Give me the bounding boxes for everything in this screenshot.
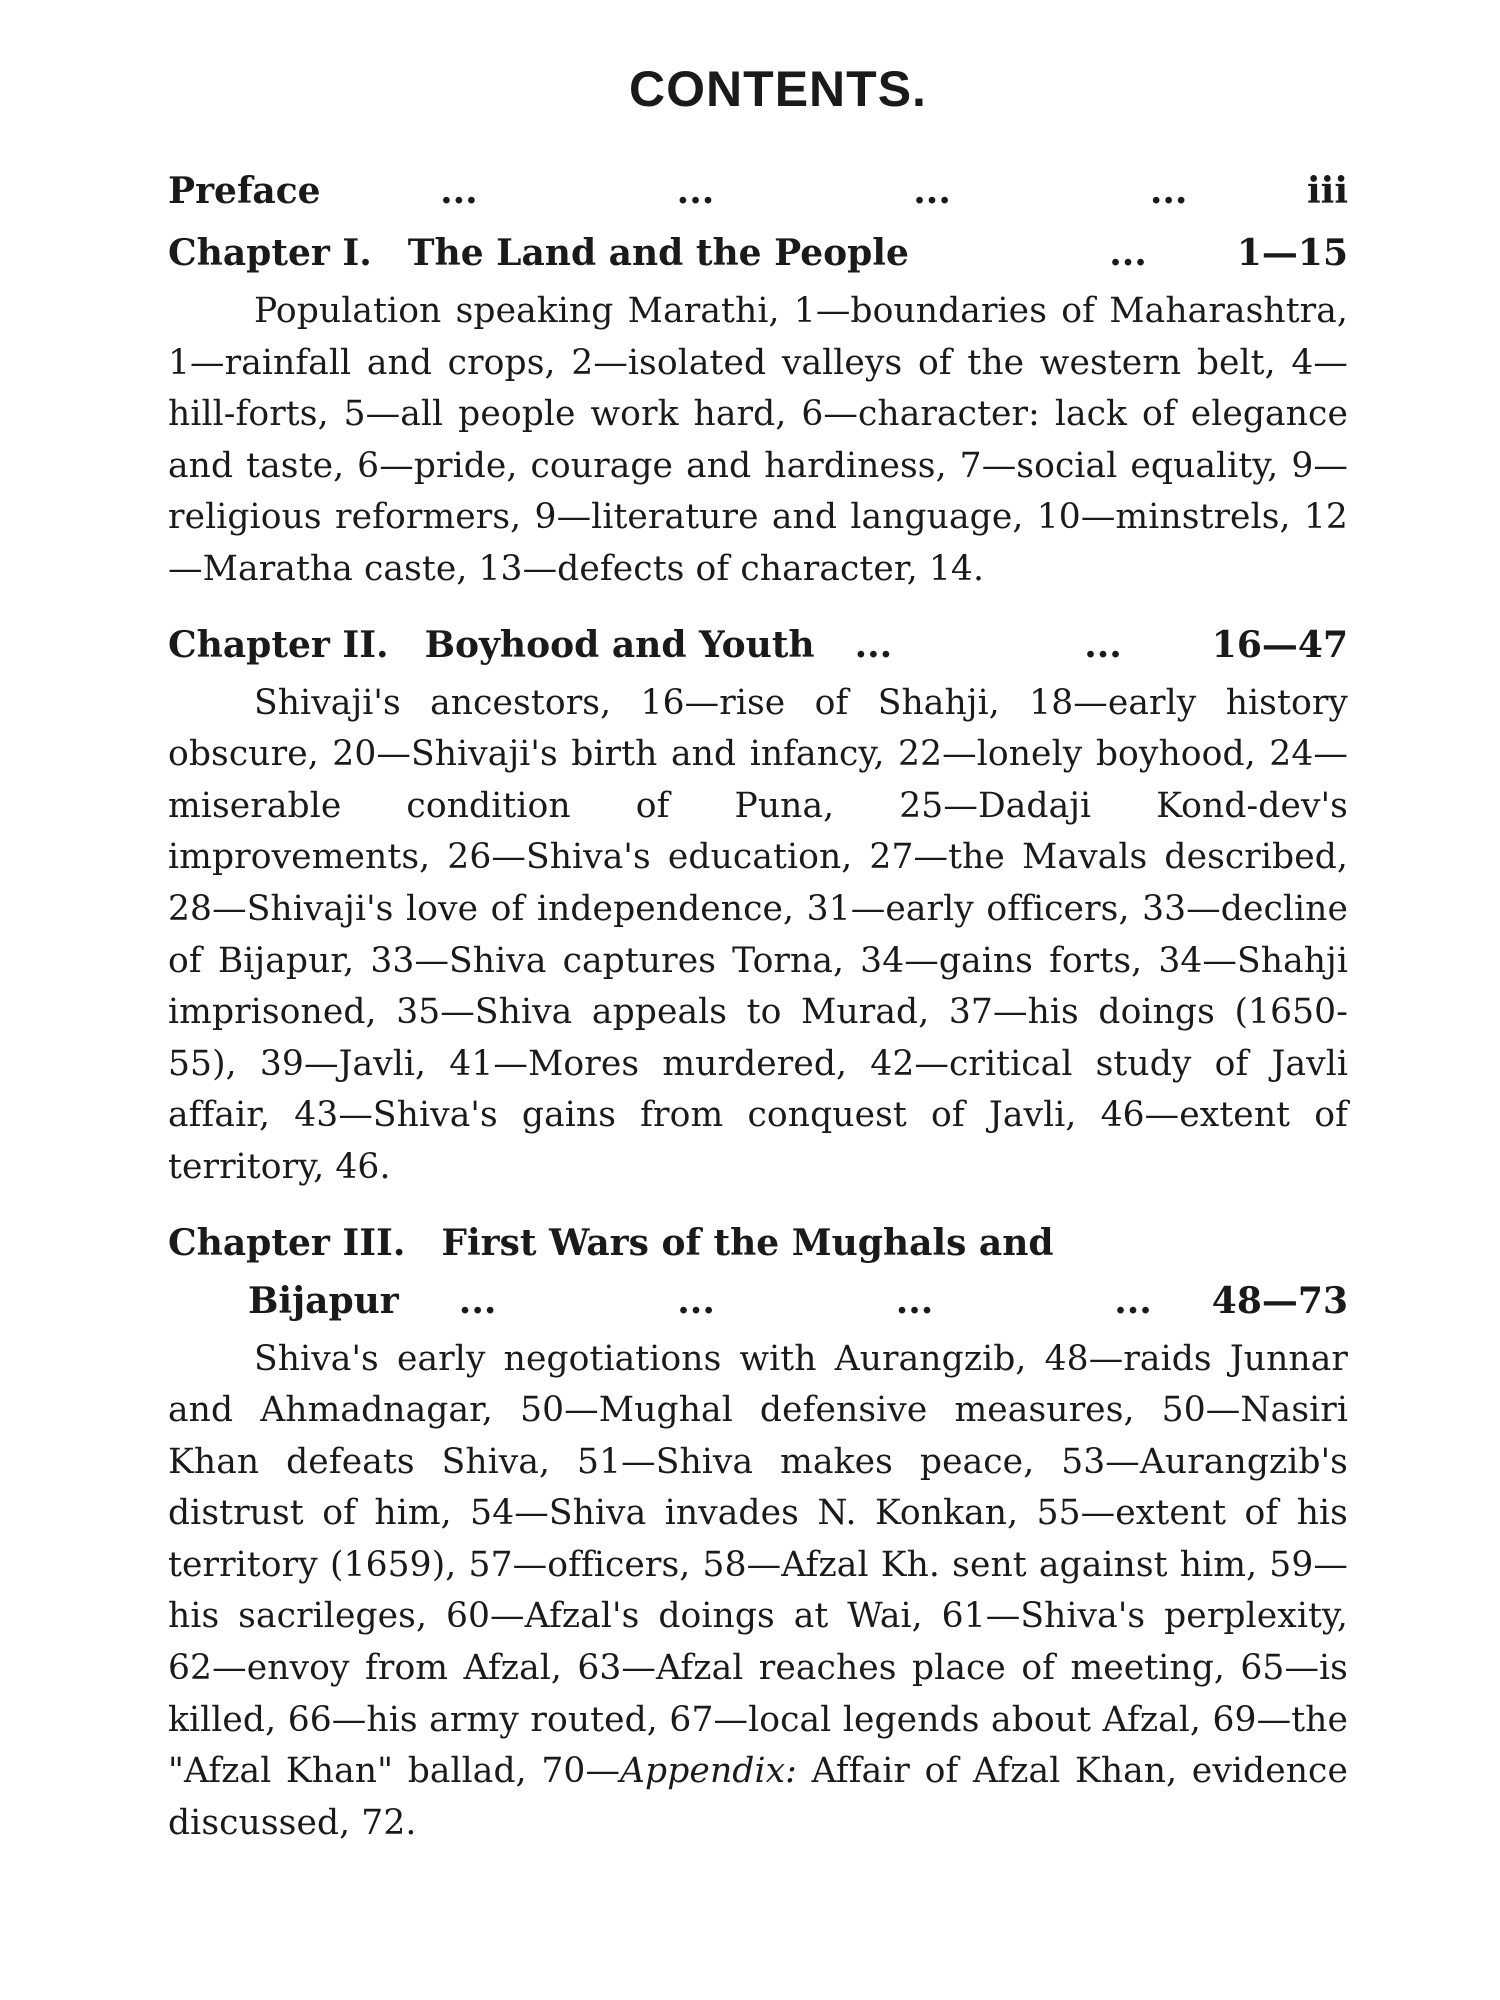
chapter-number: Chapter III. <box>168 1221 406 1264</box>
toc-entry-chapter-3[interactable] <box>168 1212 1348 1274</box>
summary-text-end: Affair of Afzal Khan, evidence discussed, 72. <box>168 1751 1348 1843</box>
leader-dots: ... <box>1149 170 1188 212</box>
preface-label: Preface <box>168 170 321 212</box>
chapter-number: Chapter I. <box>168 232 372 274</box>
leader-dots: ... <box>677 1279 715 1322</box>
page-title: CONTENTS. <box>629 61 927 117</box>
summary-text: Shiva's early negotiations with Aurangzib, 48—raids Junnar and Ahmadnagar, 50—Mughal defensive measures, 50—Nasiri Khan defeats Shiva, 51—Shiva makes peace, 53—Aurangzib's distrust of him, 54—Shiva invades N. Konkan, 55—extent of his territory (1659), 57—officers, 58—Afzal Kh. sent against him, 59—his sacrileges, 60—Afzal's doings at Wai, 61—Shiva's perplexity, 62—envoy from Afzal, 63—Afzal reaches place of meeting, 65—is killed, 66—his army routed, 67—local legends about Afzal, 69—the "Afzal Khan" ballad, 70— <box>168 1338 1348 1792</box>
leader-dots: ... <box>676 170 715 212</box>
toc-entry-chapter-3-continued[interactable] <box>168 1270 1348 1332</box>
chapter-summary <box>168 1334 1348 1850</box>
leader-dots: ... <box>1109 232 1147 274</box>
chapter-title-continued: Bijapur <box>248 1279 399 1322</box>
toc-entry-chapter-2[interactable] <box>168 614 1348 676</box>
summary-italic: Appendix: <box>620 1751 797 1792</box>
contents-page <box>168 60 1348 1867</box>
chapter-title: Boyhood and Youth <box>424 623 815 666</box>
chapter-title: The Land and the People <box>407 232 909 274</box>
dot-leaders <box>399 1270 1212 1332</box>
leader-dots: ... <box>1084 623 1122 666</box>
toc-entry-chapter-1[interactable] <box>168 222 1348 284</box>
dot-leaders <box>321 160 1307 222</box>
page-range: iii <box>1306 170 1348 212</box>
chapter-number: Chapter II. <box>168 623 389 666</box>
leader-dots: ... <box>854 623 893 666</box>
chapter-summary: Population speaking Marathi, 1—boundaries of Maharashtra, 1—rainfall and crops, 2—isolated valleys of the western belt, 4—hill-forts, 5—all people work hard, 6—character: lack of elegance and taste, 6—pride, courage and hardiness, 7—social equality, 9—religious reformers, 9—literature and language, 10—minstrels, 12—Maratha caste, 13—defects of character, 14. <box>168 291 1348 589</box>
page-range: 16—47 <box>1211 623 1348 666</box>
toc-entry-preface[interactable] <box>168 160 1348 222</box>
dot-leaders <box>815 614 1212 676</box>
leader-dots: ... <box>1114 1279 1152 1322</box>
leader-dots: ... <box>913 170 951 212</box>
leader-dots: ... <box>458 1279 497 1322</box>
leader-dots: ... <box>895 1279 934 1322</box>
chapter-title: First Wars of the Mughals and <box>441 1221 1054 1264</box>
leader-dots: ... <box>440 170 478 212</box>
chapter-summary: Shivaji's ancestors, 16—rise of Shahji, 18—early history obscure, 20—Shivaji's birth and infancy, 22—lonely boyhood, 24—miserable condition of Puna, 25—Dadaji Kond-dev's improvements, 26—Shiva's education, 27—the Mavals described, 28—Shivaji's love of independence, 31—early officers, 33—decline of Bijapur, 33—Shiva captures Torna, 34—gains forts, 34—Shahji imprisoned, 35—Shiva appeals to Murad, 37—his doings (1650-55), 39—Javli, 41—Mores murdered, 42—critical study of Javli affair, 43—Shiva's gains from conquest of Javli, 46—extent of territory, 46. <box>168 682 1348 1187</box>
page-range: 1—15 <box>1236 232 1348 274</box>
dot-leaders <box>909 222 1237 284</box>
page-range: 48—73 <box>1211 1279 1348 1322</box>
